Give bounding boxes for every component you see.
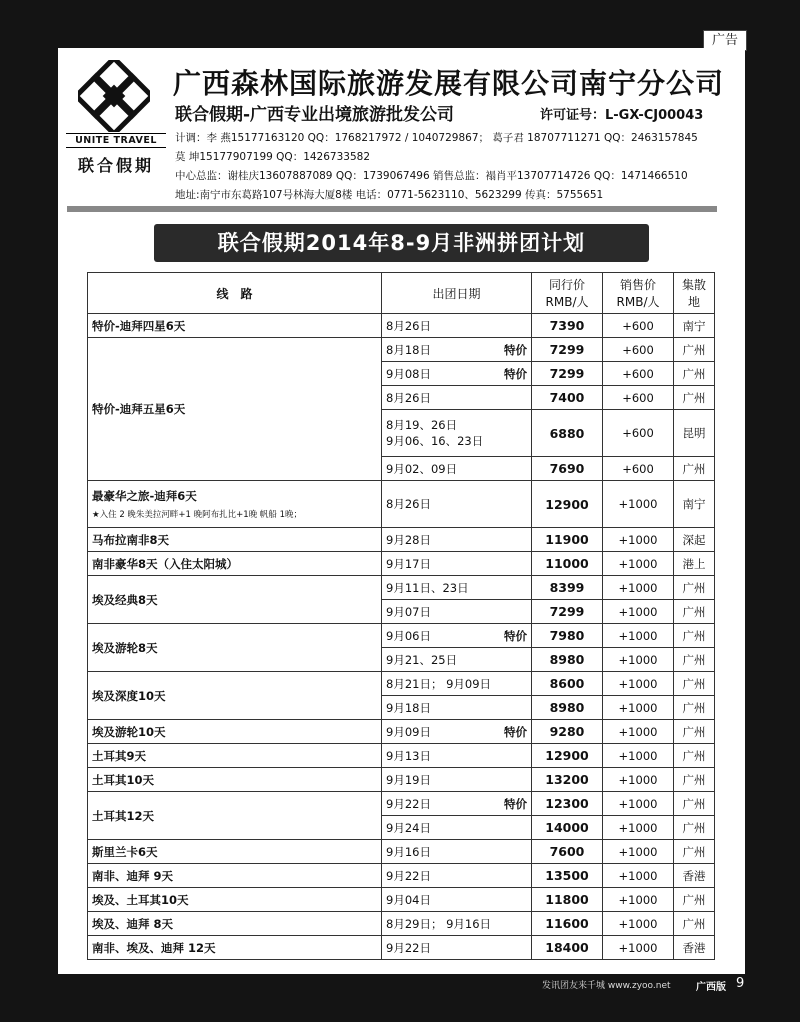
- peer-price-cell: 18400: [532, 936, 603, 960]
- peer-price-cell: 9280: [532, 720, 603, 744]
- place-cell: 广州: [674, 840, 715, 864]
- date-cell: 9月11日、23日: [382, 576, 532, 600]
- special-tag: 特价: [504, 628, 527, 643]
- sale-price-cell: +1000: [603, 792, 674, 816]
- table-row: [88, 481, 715, 528]
- table-row: [88, 528, 715, 552]
- place-cell: 广州: [674, 457, 715, 481]
- date-cell: 9月24日: [382, 816, 532, 840]
- date-cell: 特价 9月06日: [382, 624, 532, 648]
- peer-price-cell: 11900: [532, 528, 603, 552]
- place-cell: 广州: [674, 792, 715, 816]
- place-cell: 港上: [674, 552, 715, 576]
- table-header-row: [88, 273, 715, 314]
- date-cell: 8月26日: [382, 314, 532, 338]
- sale-price-cell: +1000: [603, 840, 674, 864]
- peer-price-cell: 7299: [532, 338, 603, 362]
- sale-price-cell: +1000: [603, 912, 674, 936]
- sale-price-cell: +1000: [603, 888, 674, 912]
- peer-price-cell: 7600: [532, 840, 603, 864]
- peer-price-cell: 7400: [532, 386, 603, 410]
- route-cell: 马布拉南非8天: [88, 528, 382, 552]
- sale-price-cell: +1000: [603, 648, 674, 672]
- place-cell: 香港: [674, 864, 715, 888]
- company-name: 广西森林国际旅游发展有限公司南宁分公司: [173, 67, 725, 100]
- date-cell: 9月02、09日: [382, 457, 532, 481]
- peer-price-cell: 11800: [532, 888, 603, 912]
- table-row: [88, 744, 715, 768]
- peer-price-cell: 12300: [532, 792, 603, 816]
- page-number: 9: [736, 976, 745, 991]
- place-cell: 昆明: [674, 410, 715, 457]
- peer-price-cell: 12900: [532, 744, 603, 768]
- place-cell: 广州: [674, 912, 715, 936]
- place-cell: 广州: [674, 386, 715, 410]
- sale-price-cell: +1000: [603, 481, 674, 528]
- peer-price-cell: 8980: [532, 696, 603, 720]
- footer-edition: 广西版: [696, 982, 726, 993]
- place-cell: 深起: [674, 528, 715, 552]
- table-body: [88, 314, 715, 960]
- route-cell: 土耳其12天: [88, 792, 382, 840]
- plan-title: 联合假期2014年8-9月非洲拼团计划: [154, 224, 649, 262]
- route-cell: 南非、埃及、迪拜 12天: [88, 936, 382, 960]
- license-number: 许可证号：L-GX-CJ00043: [540, 108, 704, 123]
- peer-price-cell: 8980: [532, 648, 603, 672]
- contact-line: 莫 坤15177907199 QQ：1426733582: [175, 151, 370, 163]
- place-cell: 广州: [674, 768, 715, 792]
- date-cell: 特价 9月22日: [382, 792, 532, 816]
- table-row: [88, 672, 715, 696]
- place-cell: 广州: [674, 600, 715, 624]
- peer-price-cell: 14000: [532, 816, 603, 840]
- header-date: 出团日期: [382, 273, 532, 314]
- table-row: [88, 768, 715, 792]
- special-tag: 特价: [504, 342, 527, 357]
- peer-price-cell: 13500: [532, 864, 603, 888]
- route-note: ★入住 2 晚朱美拉河畔+1 晚阿布扎比+1晚 帆船 1晚；: [92, 510, 303, 520]
- date-cell: 9月21、25日: [382, 648, 532, 672]
- sale-price-cell: +1000: [603, 576, 674, 600]
- date-cell: 9月18日: [382, 696, 532, 720]
- tour-table: [87, 272, 715, 960]
- sale-price-cell: +600: [603, 386, 674, 410]
- table-row: [88, 720, 715, 744]
- date-cell: 9月13日: [382, 744, 532, 768]
- header-place: 集散地: [674, 273, 715, 314]
- place-cell: 广州: [674, 672, 715, 696]
- place-cell: 广州: [674, 338, 715, 362]
- date-cell: 9月04日: [382, 888, 532, 912]
- special-tag: 特价: [504, 796, 527, 811]
- sale-price-cell: +600: [603, 338, 674, 362]
- table-row: [88, 888, 715, 912]
- date-cell: 特价 8月18日: [382, 338, 532, 362]
- route-cell: 埃及经典8天: [88, 576, 382, 624]
- sale-price-cell: +1000: [603, 720, 674, 744]
- date-cell: 9月22日: [382, 936, 532, 960]
- ad-tag: 广告: [703, 30, 747, 51]
- peer-price-cell: 7690: [532, 457, 603, 481]
- date-cell: 9月07日: [382, 600, 532, 624]
- peer-price-cell: 7980: [532, 624, 603, 648]
- place-cell: 香港: [674, 936, 715, 960]
- route-cell: 特价-迪拜四星6天: [88, 314, 382, 338]
- peer-price-cell: 12900: [532, 481, 603, 528]
- sale-price-cell: +1000: [603, 528, 674, 552]
- sale-price-cell: +1000: [603, 696, 674, 720]
- place-cell: 广州: [674, 816, 715, 840]
- date-cell: 8月29日； 9月16日: [382, 912, 532, 936]
- route-cell: 最豪华之旅-迪拜6天 ★入住 2 晚朱美拉河畔+1 晚阿布扎比+1晚 帆船 1晚；: [88, 481, 382, 528]
- peer-price-cell: 11600: [532, 912, 603, 936]
- peer-price-cell: 8600: [532, 672, 603, 696]
- company-logo: [66, 60, 162, 132]
- sale-price-cell: +1000: [603, 936, 674, 960]
- knot-logo-icon: [78, 60, 150, 132]
- date-cell: 9月17日: [382, 552, 532, 576]
- place-cell: 广州: [674, 648, 715, 672]
- header-sale-price: 销售价 RMB/人: [603, 273, 674, 314]
- logo-english: UNITE TRAVEL: [66, 133, 166, 148]
- place-cell: 广州: [674, 888, 715, 912]
- table-row: [88, 936, 715, 960]
- route-cell: 埃及、迪拜 8天: [88, 912, 382, 936]
- date-cell: 特价 9月08日: [382, 362, 532, 386]
- route-cell: 埃及游轮10天: [88, 720, 382, 744]
- header-route: 线 路: [88, 273, 382, 314]
- header-peer-price: 同行价 RMB/人: [532, 273, 603, 314]
- route-cell: 特价-迪拜五星6天: [88, 338, 382, 481]
- place-cell: 广州: [674, 624, 715, 648]
- sale-price-cell: +600: [603, 410, 674, 457]
- date-cell: 8月19、26日 9月06、16、23日: [382, 410, 532, 457]
- sale-price-cell: +600: [603, 314, 674, 338]
- divider: [67, 206, 717, 212]
- route-cell: 埃及游轮8天: [88, 624, 382, 672]
- address-line: 地址:南宁市东葛路107号林海大厦8楼 电话：0771-5623110、5623299 传真：5755651: [175, 189, 604, 201]
- sale-price-cell: +1000: [603, 744, 674, 768]
- date-cell: 9月16日: [382, 840, 532, 864]
- footer-text: 发讯团友来千城 www.zyoo.net: [542, 981, 671, 991]
- table-row: [88, 864, 715, 888]
- route-cell: 南非豪华8天（入住太阳城）: [88, 552, 382, 576]
- place-cell: 广州: [674, 720, 715, 744]
- place-cell: 南宁: [674, 314, 715, 338]
- table-row: [88, 576, 715, 600]
- sale-price-cell: +1000: [603, 816, 674, 840]
- peer-price-cell: 8399: [532, 576, 603, 600]
- contact-line: 计调：李 燕15177163120 QQ：1768217972 / 1040729867； 葛子君 18707711271 QQ：2463157845: [175, 132, 698, 144]
- date-cell: 8月26日: [382, 481, 532, 528]
- sale-price-cell: +1000: [603, 672, 674, 696]
- date-cell: 特价 9月09日: [382, 720, 532, 744]
- route-cell: 埃及、土耳其10天: [88, 888, 382, 912]
- peer-price-cell: 7299: [532, 600, 603, 624]
- peer-price-cell: 6880: [532, 410, 603, 457]
- peer-price-cell: 11000: [532, 552, 603, 576]
- table-row: [88, 792, 715, 816]
- sale-price-cell: +1000: [603, 864, 674, 888]
- logo-chinese: 联合假期: [77, 156, 154, 175]
- table-row: [88, 840, 715, 864]
- table-row: [88, 338, 715, 362]
- date-cell: 9月19日: [382, 768, 532, 792]
- place-cell: 广州: [674, 696, 715, 720]
- route-cell: 土耳其9天: [88, 744, 382, 768]
- route-cell: 南非、迪拜 9天: [88, 864, 382, 888]
- special-tag: 特价: [504, 366, 527, 381]
- table-row: [88, 314, 715, 338]
- date-cell: 9月28日: [382, 528, 532, 552]
- contact-line: 中心总监：谢桂庆13607887089 QQ：1739067496 销售总监：褟肖平13707714726 QQ：1471466510: [175, 170, 688, 182]
- slogan: 联合假期-广西专业出境旅游批发公司: [175, 105, 455, 125]
- date-cell: 8月21日； 9月09日: [382, 672, 532, 696]
- table-row: [88, 552, 715, 576]
- place-cell: 广州: [674, 362, 715, 386]
- place-cell: 广州: [674, 576, 715, 600]
- sale-price-cell: +1000: [603, 624, 674, 648]
- sale-price-cell: +600: [603, 362, 674, 386]
- date-cell: 9月22日: [382, 864, 532, 888]
- sale-price-cell: +1000: [603, 552, 674, 576]
- place-cell: 广州: [674, 744, 715, 768]
- sale-price-cell: +600: [603, 457, 674, 481]
- peer-price-cell: 13200: [532, 768, 603, 792]
- sale-price-cell: +1000: [603, 768, 674, 792]
- route-cell: 埃及深度10天: [88, 672, 382, 720]
- peer-price-cell: 7390: [532, 314, 603, 338]
- special-tag: 特价: [504, 724, 527, 739]
- place-cell: 南宁: [674, 481, 715, 528]
- sale-price-cell: +1000: [603, 600, 674, 624]
- route-cell: 土耳其10天: [88, 768, 382, 792]
- table-row: [88, 624, 715, 648]
- route-cell: 斯里兰卡6天: [88, 840, 382, 864]
- peer-price-cell: 7299: [532, 362, 603, 386]
- date-cell: 8月26日: [382, 386, 532, 410]
- table-row: [88, 912, 715, 936]
